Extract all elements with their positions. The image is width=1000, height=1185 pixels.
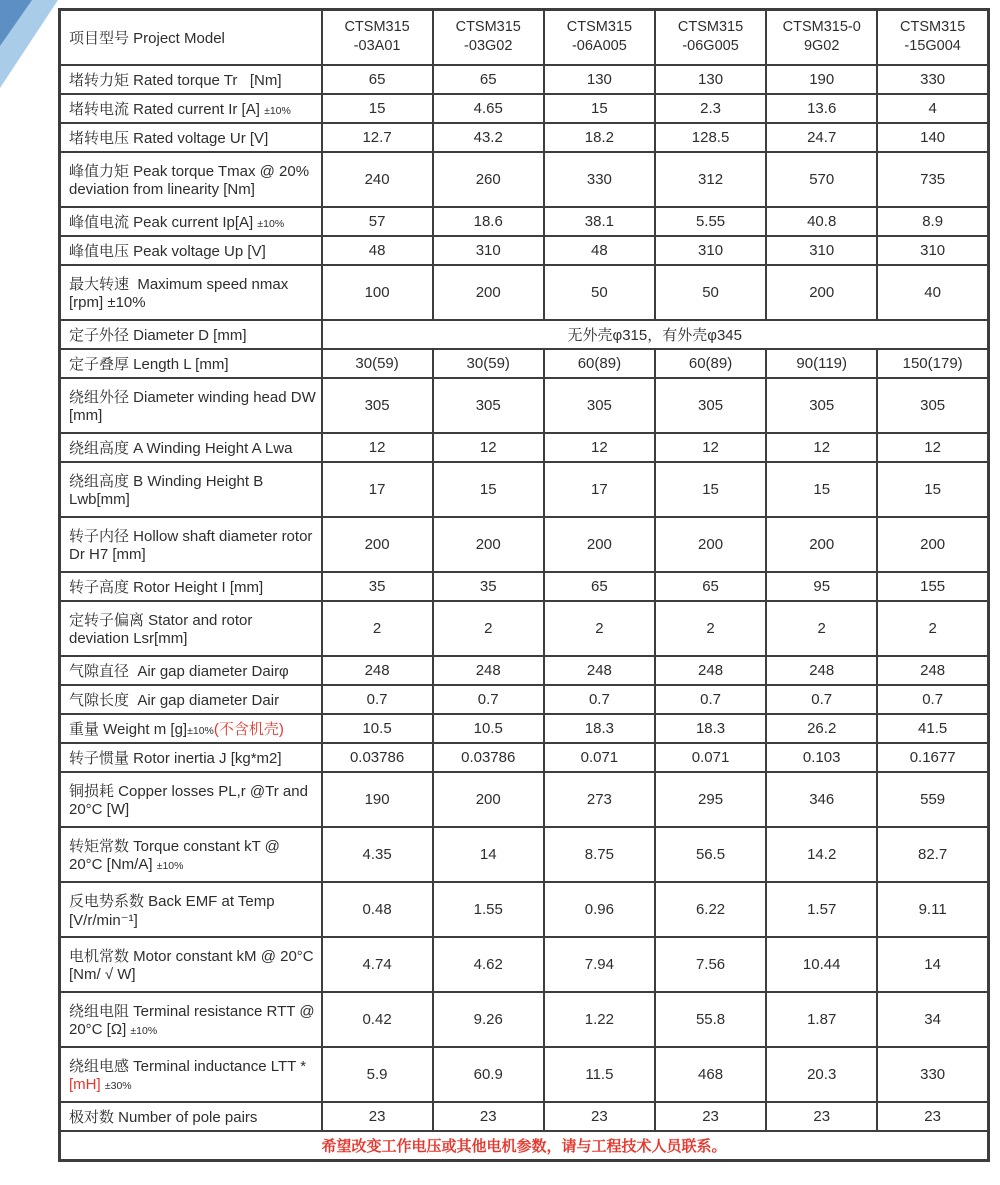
value-cell: 65 [433,65,544,94]
value-cell: 0.96 [544,882,655,937]
value-cell: 23 [655,1102,766,1131]
value-cell: 130 [655,65,766,94]
model-name-line2: 9G02 [803,38,840,55]
row-label-segment: 转矩常数 Torque constant kT @ 20°C [Nm/A] [69,838,285,873]
table-row [60,320,989,349]
value-cell: 2 [766,601,877,656]
row-label-segment: 绕组电感 Terminal inductance LTT * [69,1058,311,1075]
value-cell: 30(59) [322,349,433,378]
row-label-cell [60,714,322,743]
row-label-segment: ±30% [104,1080,132,1092]
table-row [60,236,989,265]
header-label-cell [60,10,322,65]
value-cell: 273 [544,772,655,827]
value-cell: 40.8 [766,207,877,236]
row-label-cell [60,1047,322,1102]
value-cell: 14 [877,937,988,992]
row-label-segment: ±10% [257,217,285,230]
value-cell: 35 [322,572,433,601]
model-header-cell [322,10,433,65]
value-cell: 15 [655,462,766,517]
value-cell: 65 [544,572,655,601]
row-label-segment: 反电势系数 Back EMF at Temp [V/r/min⁻¹] [69,892,279,929]
table-row [60,656,989,685]
value-cell: 150(179) [877,349,988,378]
value-cell: 18.3 [655,714,766,743]
value-cell: 18.3 [544,714,655,743]
value-cell: 26.2 [766,714,877,743]
value-cell: 55.8 [655,992,766,1047]
table-row [60,433,989,462]
row-label-cell [60,94,322,123]
value-cell: 11.5 [544,1047,655,1102]
row-label-segment: 堵转力矩 Rated torque Tr [Nm] [69,71,282,89]
row-label-cell [60,1102,322,1131]
value-cell: 330 [877,65,988,94]
row-label-segment: 转子内径 Hollow shaft diameter rotor Dr H7 [mm] [69,528,317,563]
table-row [60,772,989,827]
value-cell: 50 [544,265,655,320]
value-cell: 60(89) [544,349,655,378]
value-cell: 18.2 [544,123,655,152]
value-cell: 50 [655,265,766,320]
value-cell: 200 [433,517,544,572]
row-label-cell [60,123,322,152]
value-cell: 0.7 [544,685,655,714]
table-row [60,1047,989,1102]
row-label-cell [60,572,322,601]
model-header-cell [433,10,544,65]
row-label-segment: 绕组高度 B Winding Height B Lwb[mm] [69,473,268,508]
spec-table-body [60,10,989,1161]
motor-spec-table [58,8,990,1162]
model-header-cell [766,10,877,65]
value-cell: 15 [322,94,433,123]
row-label-segment: 绕组高度 A Winding Height A Lwa [69,439,293,457]
model-name-line2: -06G005 [682,38,739,55]
table-footer-row [60,1131,989,1161]
row-label-segment: 峰值力矩 Peak torque Tmax @ 20% deviation from linearity [Nm] [69,163,314,198]
row-label-segment: ±10% [187,724,214,737]
table-row [60,65,989,94]
value-cell: 200 [655,517,766,572]
value-cell: 200 [877,517,988,572]
value-cell: 23 [877,1102,988,1131]
row-label-segment: ±10% [264,104,291,117]
row-label-cell [60,601,322,656]
value-cell: 95 [766,572,877,601]
value-cell: 38.1 [544,207,655,236]
table-row [60,152,989,207]
table-row [60,714,989,743]
value-cell: 56.5 [655,827,766,882]
value-cell: 0.42 [322,992,433,1047]
value-cell: 248 [544,656,655,685]
value-cell: 14.2 [766,827,877,882]
value-cell: 0.7 [433,685,544,714]
row-label-segment: 最大转速 Maximum speed nmax [rpm] ±10% [69,276,293,311]
table-row [60,378,989,433]
table-row [60,743,989,772]
value-cell: 200 [322,517,433,572]
value-cell: 82.7 [877,827,988,882]
row-label-segment: 定转子偏离 Stator and rotor deviation Lsr[mm] [69,612,257,647]
table-row [60,992,989,1047]
row-label-segment: 气隙长度 Air gap diameter Dair [69,691,280,709]
table-row [60,882,989,937]
model-name-line1: CTSM315 [566,19,633,36]
value-cell: 305 [655,378,766,433]
header-label: 项目型号 Project Model [69,29,225,47]
model-header-cell [544,10,655,65]
value-cell: 8.9 [877,207,988,236]
model-name-line1: CTSM315 [677,19,744,36]
row-label-cell [60,265,322,320]
table-row [60,937,989,992]
value-cell: 12 [766,433,877,462]
value-cell: 34 [877,992,988,1047]
value-cell: 41.5 [877,714,988,743]
value-cell: 9.26 [433,992,544,1047]
table-row [60,601,989,656]
row-label-cell [60,462,322,517]
table-row [60,123,989,152]
value-cell: 13.6 [766,94,877,123]
value-cell: 1.22 [544,992,655,1047]
table-row [60,1102,989,1131]
value-cell: 295 [655,772,766,827]
value-cell: 17 [544,462,655,517]
value-cell: 17 [322,462,433,517]
value-cell: 23 [322,1102,433,1131]
row-label-segment: ±10% [130,1025,158,1037]
value-cell: 12 [877,433,988,462]
value-cell: 14 [433,827,544,882]
row-label-segment: 转子惯量 Rotor inertia J [kg*m2] [69,749,282,767]
table-row [60,349,989,378]
value-cell: 140 [877,123,988,152]
value-cell: 310 [433,236,544,265]
row-label-cell [60,433,322,462]
value-cell: 10.5 [322,714,433,743]
value-cell: 24.7 [766,123,877,152]
value-cell: 200 [433,772,544,827]
value-cell: 200 [544,517,655,572]
value-cell: 1.55 [433,882,544,937]
value-cell: 310 [655,236,766,265]
model-name-line1: CTSM315 [900,19,966,36]
value-cell: 12.7 [322,123,433,152]
value-cell: 1.87 [766,992,877,1047]
model-name-line2: -03G02 [464,38,513,55]
value-cell: 12 [655,433,766,462]
value-cell: 2 [544,601,655,656]
value-cell: 43.2 [433,123,544,152]
value-cell: 48 [322,236,433,265]
model-header-cell [877,10,988,65]
value-cell: 23 [544,1102,655,1131]
table-row [60,572,989,601]
value-cell: 305 [766,378,877,433]
row-label-segment: 堵转电压 Rated voltage Ur [V] [69,129,269,147]
value-cell: 4.62 [433,937,544,992]
model-name-line2: -03A01 [353,38,401,55]
value-cell: 0.071 [655,743,766,772]
value-cell: 260 [433,152,544,207]
value-cell: 35 [433,572,544,601]
value-cell: 0.48 [322,882,433,937]
table-row [60,517,989,572]
footer-note: 希望改变工作电压或其他电机参数，请与工程技术人员联系。 [60,1131,989,1161]
row-label-segment: 定子叠厚 Length L [mm] [69,355,229,373]
row-label-cell [60,992,322,1047]
value-cell: 60(89) [655,349,766,378]
value-cell: 9.11 [877,882,988,937]
value-cell: 0.7 [766,685,877,714]
table-row [60,94,989,123]
value-cell: 40 [877,265,988,320]
value-cell: 248 [877,656,988,685]
value-cell: 15 [766,462,877,517]
value-cell: 23 [766,1102,877,1131]
row-label-segment: 绕组外径 Diameter winding head DW [mm] [69,389,320,424]
row-label-cell [60,152,322,207]
merged-value-cell: 无外壳φ315，有外壳φ345 [322,320,989,349]
value-cell: 200 [433,265,544,320]
value-cell: 248 [322,656,433,685]
value-cell: 18.6 [433,207,544,236]
value-cell: 15 [433,462,544,517]
value-cell: 7.94 [544,937,655,992]
model-name-line1: CTSM315-0 [782,19,861,36]
value-cell: 0.7 [877,685,988,714]
row-label-cell [60,236,322,265]
value-cell: 12 [433,433,544,462]
model-name-line1: CTSM315 [344,19,410,36]
row-label-cell [60,882,322,937]
table-row [60,685,989,714]
value-cell: 559 [877,772,988,827]
value-cell: 48 [544,236,655,265]
row-label-segment: 转子高度 Rotor Height I [mm] [69,578,264,596]
value-cell: 65 [655,572,766,601]
value-cell: 330 [544,152,655,207]
value-cell: 248 [766,656,877,685]
value-cell: 2 [877,601,988,656]
row-label-segment: ±10% [156,860,184,872]
value-cell: 305 [322,378,433,433]
table-row [60,207,989,236]
value-cell: 2.3 [655,94,766,123]
row-label-segment: [mH] [69,1076,101,1093]
row-label-cell [60,656,322,685]
value-cell: 128.5 [655,123,766,152]
row-label-cell [60,827,322,882]
value-cell: 1.57 [766,882,877,937]
value-cell: 10.5 [433,714,544,743]
row-label-cell [60,743,322,772]
row-label-segment: (不含机壳) [213,720,284,738]
value-cell: 310 [766,236,877,265]
value-cell: 735 [877,152,988,207]
row-label-segment: 气隙直径 Air gap diameter Dairφ [69,662,289,680]
value-cell: 468 [655,1047,766,1102]
row-label-cell [60,349,322,378]
value-cell: 248 [655,656,766,685]
value-cell: 15 [877,462,988,517]
row-label-segment: 峰值电压 Peak voltage Up [V] [69,242,266,260]
value-cell: 5.9 [322,1047,433,1102]
value-cell: 60.9 [433,1047,544,1102]
row-label-cell [60,378,322,433]
value-cell: 12 [322,433,433,462]
table-row [60,827,989,882]
row-label-segment: 极对数 Number of pole pairs [69,1108,258,1126]
value-cell: 0.03786 [322,743,433,772]
value-cell: 305 [433,378,544,433]
value-cell: 30(59) [433,349,544,378]
value-cell: 90(119) [766,349,877,378]
value-cell: 6.22 [655,882,766,937]
value-cell: 4.35 [322,827,433,882]
table-row [60,462,989,517]
value-cell: 346 [766,772,877,827]
value-cell: 310 [877,236,988,265]
model-name-line2: -06A005 [571,38,627,55]
row-label-cell [60,517,322,572]
value-cell: 15 [544,94,655,123]
value-cell: 4.65 [433,94,544,123]
row-label-segment: 峰值电流 Peak current Ip[A] [69,213,258,231]
value-cell: 4.74 [322,937,433,992]
row-label-segment: 重量 Weight m [g] [69,720,188,738]
value-cell: 200 [766,517,877,572]
value-cell: 0.1677 [877,743,988,772]
value-cell: 2 [655,601,766,656]
table-header-row [60,10,989,65]
value-cell: 130 [544,65,655,94]
value-cell: 312 [655,152,766,207]
value-cell: 57 [322,207,433,236]
value-cell: 155 [877,572,988,601]
value-cell: 248 [433,656,544,685]
row-label-segment: 电机常数 Motor constant kM @ 20°C [Nm/ √ W] [69,948,318,983]
row-label-cell [60,937,322,992]
value-cell: 0.071 [544,743,655,772]
value-cell: 240 [322,152,433,207]
value-cell: 10.44 [766,937,877,992]
value-cell: 305 [544,378,655,433]
value-cell: 2 [322,601,433,656]
value-cell: 20.3 [766,1047,877,1102]
row-label-cell [60,320,322,349]
value-cell: 8.75 [544,827,655,882]
value-cell: 12 [544,433,655,462]
value-cell: 190 [766,65,877,94]
row-label-segment: 绕组电阻 Terminal resistance RTT @ 20°C [Ω] [69,1003,319,1038]
value-cell: 0.7 [322,685,433,714]
model-name-line2: -15G004 [904,38,961,55]
value-cell: 305 [877,378,988,433]
row-label-cell [60,772,322,827]
value-cell: 2 [433,601,544,656]
value-cell: 330 [877,1047,988,1102]
table-row [60,265,989,320]
value-cell: 4 [877,94,988,123]
row-label-segment: 堵转电流 Rated current Ir [A] [69,100,265,118]
value-cell: 7.56 [655,937,766,992]
value-cell: 100 [322,265,433,320]
value-cell: 200 [766,265,877,320]
value-cell: 65 [322,65,433,94]
model-header-cell [655,10,766,65]
value-cell: 190 [322,772,433,827]
row-label-cell [60,65,322,94]
row-label-cell [60,207,322,236]
row-label-segment: 铜损耗 Copper losses PL,r @Tr and 20°C [W] [69,783,313,818]
value-cell: 23 [433,1102,544,1131]
value-cell: 0.03786 [433,743,544,772]
row-label-cell [60,685,322,714]
model-name-line1: CTSM315 [455,19,521,36]
value-cell: 0.103 [766,743,877,772]
value-cell: 0.7 [655,685,766,714]
value-cell: 570 [766,152,877,207]
value-cell: 5.55 [655,207,766,236]
row-label-segment: 定子外径 Diameter D [mm] [69,326,247,344]
